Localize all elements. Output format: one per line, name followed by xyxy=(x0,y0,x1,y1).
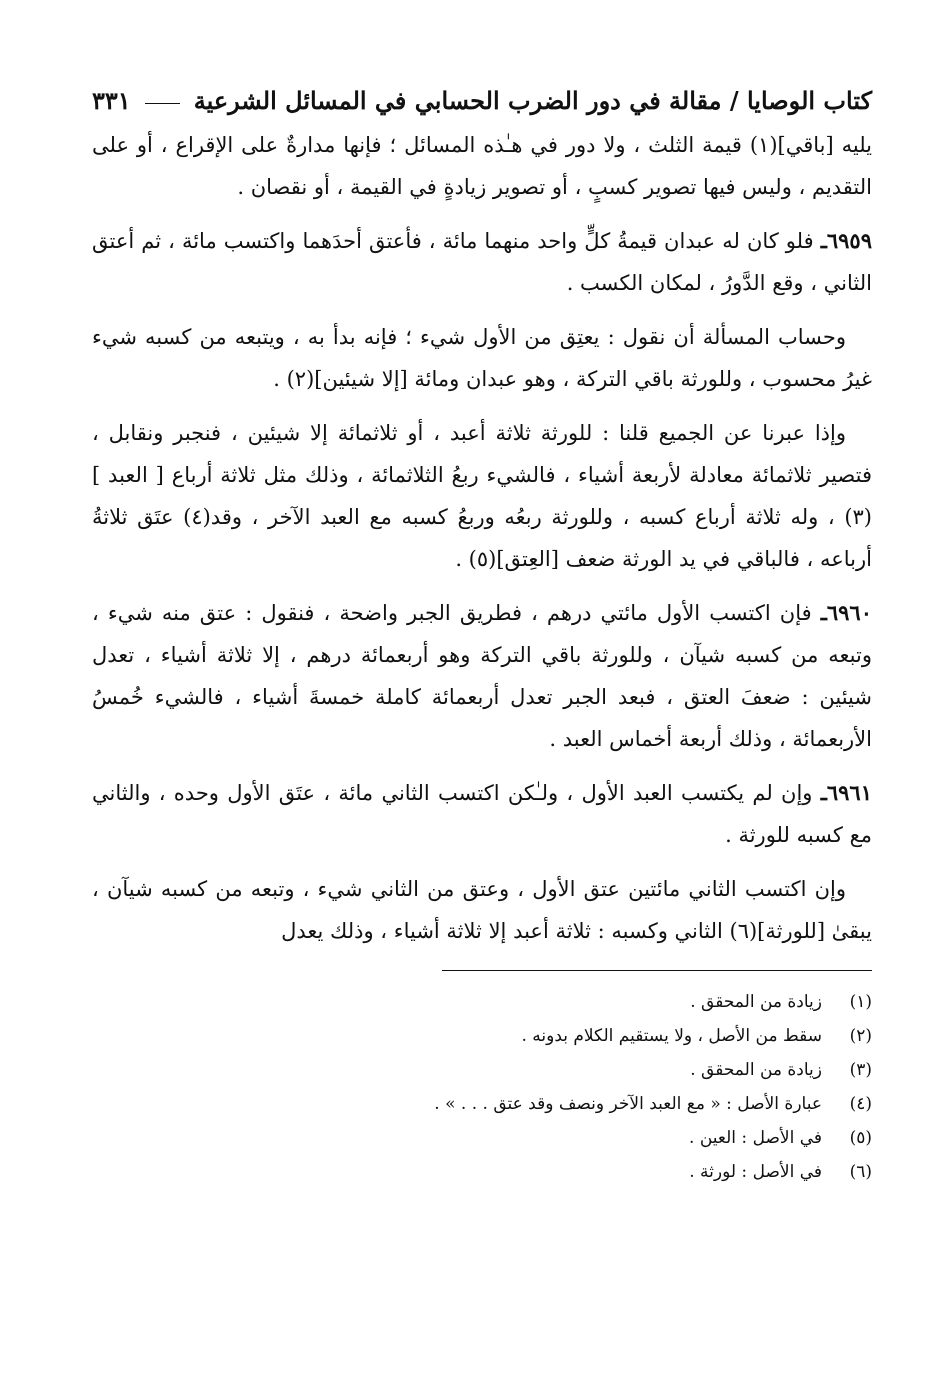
footnote-separator xyxy=(442,970,872,971)
footnote-text: عبارة الأصل : « مع العبد الآخر ونصف وقد عتق . . . » . xyxy=(434,1094,822,1114)
paragraph-text: وإن اكتسب الثاني مائتين عتق الأول ، وعتق من الثاني شيء ، وتبعه من كسبه شيآن ، يبقىٰ [للورثة](٦) الثاني وكسبه : ثلاثة أعبد إلا ثلاثة أشياء ، وذلك يعدل xyxy=(92,877,872,943)
paragraph-number: ٦٩٥٩ـ xyxy=(820,228,872,253)
footnote xyxy=(92,985,872,1019)
footnote-number: (٣) xyxy=(849,1060,872,1080)
paragraph-text: وحساب المسألة أن نقول : يعتِق من الأول شيء ؛ فإنه بدأ به ، ويتبعه من كسبه شيء غيرُ محسوب ، وللورثة باقي التركة ، وهو عبدان ومائة [إلا شيئين](٢) . xyxy=(92,325,872,391)
footnote-number: (١) xyxy=(849,992,872,1012)
main-text xyxy=(92,124,872,952)
paragraph-text: وإن لم يكتسب العبد الأول ، ولـٰكن اكتسب الثاني مائة ، عتَق الأول وحده ، والثاني مع كسبه للورثة . xyxy=(92,781,872,847)
footnotes xyxy=(92,985,872,1189)
footnote xyxy=(92,1019,872,1053)
footnote-text: زيادة من المحقق . xyxy=(690,1060,822,1080)
paragraph-number: ٦٩٦٠ـ xyxy=(820,600,872,625)
paragraph xyxy=(92,772,872,856)
footnote-text: في الأصل : العين . xyxy=(689,1128,822,1148)
footnote-number: (٤) xyxy=(849,1094,872,1114)
footnote-text: في الأصل : لورثة . xyxy=(689,1162,822,1182)
running-title: كتاب الوصايا / مقالة في دور الضرب الحسابي في المسائل الشرعية xyxy=(193,85,872,115)
footnote-number: (٦) xyxy=(849,1162,872,1182)
footnote-number: (٢) xyxy=(849,1026,872,1046)
footnote xyxy=(92,1121,872,1155)
paragraph-text: فلو كان له عبدان قيمةُ كلٍّ واحد منهما مائة ، فأعتق أحدَهما واكتسب مائة ، ثم أعتق الثاني ، وقع الدَّورُ ، لمكان الكسب . xyxy=(92,229,872,295)
page-number: ٣٣١ xyxy=(92,85,131,115)
footnote-number: (٥) xyxy=(849,1128,872,1148)
paragraph xyxy=(92,592,872,760)
paragraph-text: يليه [باقي](١) قيمة الثلث ، ولا دور في هـٰذه المسائل ؛ فإنها مدارةٌ على الإقراع ، أو على التقديم ، وليس فيها تصوير كسبٍ ، أو تصوير زيادةٍ في القيمة ، أو نقصان . xyxy=(92,133,872,199)
footnote-text: سقط من الأصل ، ولا يستقيم الكلام بدونه . xyxy=(521,1026,822,1046)
paragraph xyxy=(92,868,872,952)
paragraph xyxy=(92,220,872,304)
paragraph-number: ٦٩٦١ـ xyxy=(820,780,872,805)
paragraph xyxy=(92,124,872,208)
paragraph-text: وإذا عبرنا عن الجميع قلنا : للورثة ثلاثة أعبد ، أو ثلاثمائة إلا شيئين ، فنجبر ونقابل ، فتصير ثلاثمائة معادلة لأربعة أشياء ، فالشيء ربعُ الثلاثمائة ، وذلك مثل ثلاثة أرباع [ العبد ](٣) ، وله ثلاثة أرباع كسبه ، وللورثة ربعُه وربعُ كسبه مع العبد الآخر ، وقد(٤) عتَق ثلاثةُ أرباعه ، فالباقي في يد الورثة ضعف [العِتق](٥) . xyxy=(92,421,872,571)
paragraph xyxy=(92,316,872,400)
header-rule xyxy=(145,103,180,104)
paragraph xyxy=(92,412,872,580)
footnote xyxy=(92,1053,872,1087)
page-header xyxy=(92,78,872,122)
footnote-text: زيادة من المحقق . xyxy=(690,992,822,1012)
paragraph-text: فإن اكتسب الأول مائتي درهم ، فطريق الجبر واضحة ، فنقول : عتق منه شيء ، وتبعه من كسبه شيآن ، وللورثة باقي التركة وهو أربعمائة درهم ، إلا ثلاثة أشياء ، تعدل شيئين : ضعفَ العتق ، فبعد الجبر تعدل أربعمائة كاملة خمسةَ أشياء ، فالشيء خُمسُ الأربعمائة ، وذلك أربعة أخماس العبد . xyxy=(92,601,872,751)
footnote xyxy=(92,1155,872,1189)
footnote xyxy=(92,1087,872,1121)
